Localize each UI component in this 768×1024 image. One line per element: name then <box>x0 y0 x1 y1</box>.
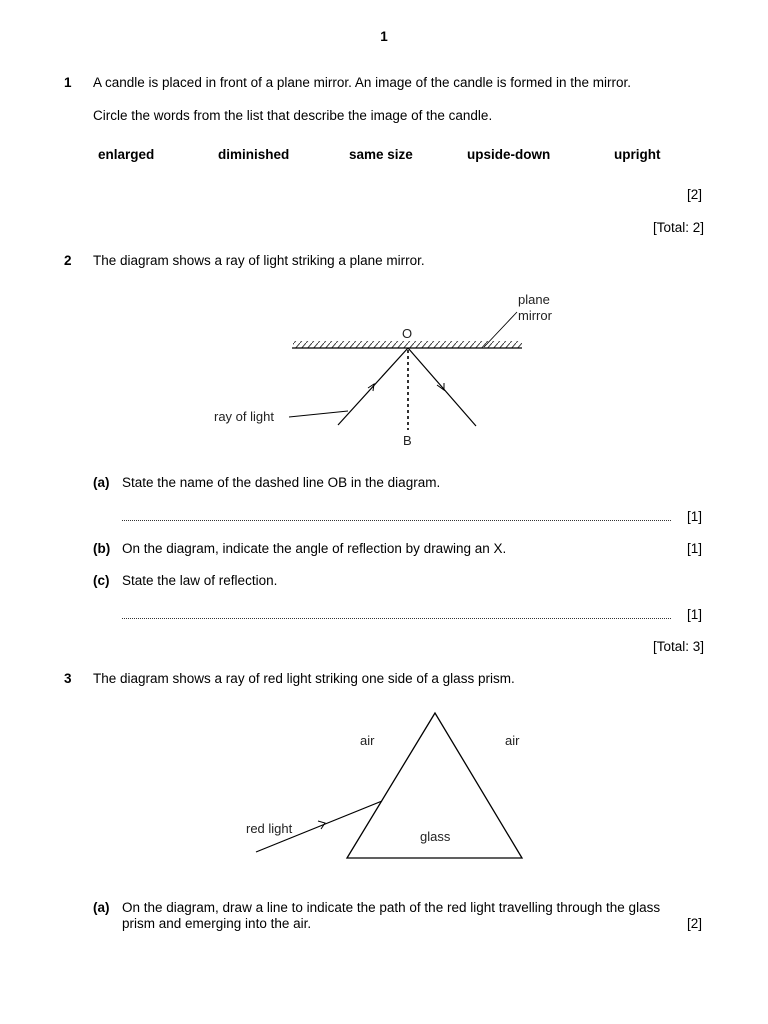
q1-option-upright[interactable]: upright <box>614 147 661 162</box>
label-red-light: red light <box>246 821 293 836</box>
label-glass: glass <box>420 829 451 844</box>
label-b: B <box>403 433 412 448</box>
label-mirror: mirror <box>518 308 552 323</box>
q3-number: 3 <box>64 671 72 686</box>
q1-instruction: Circle the words from the list that describe the image of the candle. <box>93 108 493 123</box>
reflected-ray <box>408 348 476 426</box>
incident-ray-arrow-icon <box>368 384 374 391</box>
q3a-text-line2: prism and emerging into the air. <box>122 916 312 931</box>
mirror-diagram[interactable] <box>0 0 768 470</box>
q3a-text-line1: On the diagram, draw a line to indicate the path of the red light travelling through the glass <box>122 900 661 915</box>
q2b-text: On the diagram, indicate the angle of reflection by drawing an X. <box>122 541 507 556</box>
q2-text: The diagram shows a ray of light striking a plane mirror. <box>93 253 425 268</box>
q1-option-same-size[interactable]: same size <box>349 147 413 162</box>
q1-text: A candle is placed in front of a plane mirror. An image of the candle is formed in the mirror. <box>93 75 632 90</box>
q2a-answer-line[interactable] <box>122 520 671 521</box>
label-plane: plane <box>518 292 550 307</box>
q3-text: The diagram shows a ray of red light striking one side of a glass prism. <box>93 671 515 686</box>
reflected-ray-arrow-icon <box>437 383 444 390</box>
q2b-marks: [1] <box>686 541 702 556</box>
q1-total: [Total: 2] <box>652 220 704 235</box>
label-o: O <box>402 326 413 341</box>
label-air-right: air <box>505 733 520 748</box>
q1-number: 1 <box>64 75 72 90</box>
incident-ray <box>338 348 408 425</box>
q2b-label: (b) <box>93 541 111 556</box>
q2c-label: (c) <box>93 573 110 588</box>
q1-option-enlarged[interactable]: enlarged <box>98 147 155 162</box>
q2-total: [Total: 3] <box>652 639 704 654</box>
q1-option-diminished[interactable]: diminished <box>218 147 290 162</box>
q2c-marks: [1] <box>686 607 702 622</box>
q3a-marks: [2] <box>686 916 702 931</box>
page-number: 1 <box>380 29 388 44</box>
plane-mirror <box>292 341 522 348</box>
q2c-text: State the law of reflection. <box>122 573 278 588</box>
ray-label-leader <box>289 411 348 417</box>
label-ray-of-light: ray of light <box>214 409 274 424</box>
q2a-label: (a) <box>93 475 110 490</box>
q1-marks: [2] <box>686 187 702 202</box>
label-air-left: air <box>360 733 375 748</box>
q2-number: 2 <box>64 253 72 268</box>
q2c-answer-line[interactable] <box>122 618 671 619</box>
prism-diagram[interactable] <box>0 690 768 880</box>
q2a-marks: [1] <box>686 509 702 524</box>
q2a-text: State the name of the dashed line OB in the diagram. <box>122 475 441 490</box>
q1-option-upside-down[interactable]: upside-down <box>467 147 551 162</box>
q3a-label: (a) <box>93 900 110 915</box>
